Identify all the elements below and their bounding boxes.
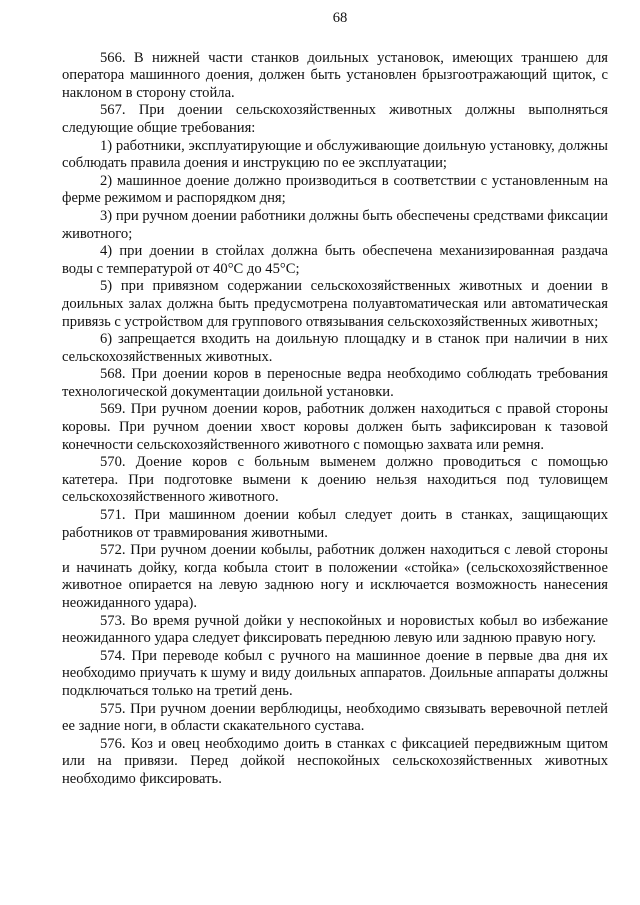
paragraph-567-item-2: 2) машинное доение должно производиться в соответствии с установленным на ферме режимом и распорядком дня;: [62, 172, 608, 207]
paragraph-574: 574. При переводе кобыл с ручного на машинное доение в первые два дня их необходимо приучать к шуму и виду доильных аппаратов. Доильные аппараты должны подключаться только на третий день.: [62, 647, 608, 699]
paragraph-567: 567. При доении сельскохозяйственных животных должны выполняться следующие общие требования:: [62, 102, 608, 136]
paragraph-569: 569. При ручном доении коров, работник должен находиться с правой стороны коровы. При ручном доении хвост коровы должен быть зафиксирован к тазовой конечности сельскохозяйственного животного с помощью захвата или ремня.: [62, 401, 608, 453]
paragraph-566: 566. В нижней части станков доильных установок, имеющих траншею для оператора машинного доения, должен быть установлен брызгоотражающий щиток, с наклоном в сторону стойла.: [62, 49, 608, 101]
paragraph-568: 568. При доении коров в переносные ведра необходимо соблюдать требования технологической документации доильной установки.: [62, 366, 608, 400]
paragraph-567-item-3: 3) при ручном доении работники должны быть обеспечены средствами фиксации животного;: [62, 207, 608, 242]
paragraph-572: 572. При ручном доении кобылы, работник должен находиться с левой стороны и начинать дойку, когда кобыла стоит в положении «стойка» (сельскохозяйственное животное опирается на левую заднюю ногу и исключается возможность нанесения неожиданного удара).: [62, 542, 608, 611]
paragraph-571: 571. При машинном доении кобыл следует доить в станках, защищающих работников от травмирования животными.: [62, 507, 608, 541]
document-body: [62, 50, 608, 789]
paragraph-575: 575. При ручном доении верблюдицы, необходимо связывать веревочной петлей ее задние ноги, в области скакательного сустава.: [62, 700, 608, 735]
paragraph-567-item-6: 6) запрещается входить на доильную площадку и в станок при наличии в них сельскохозяйственных животных.: [62, 331, 608, 365]
page-number: 68: [332, 10, 348, 26]
paragraph-567-item-4: 4) при доении в стойлах должна быть обеспечена механизированная раздача воды с температурой от 40°С до 45°С;: [62, 243, 608, 277]
paragraph-576: 576. Коз и овец необходимо доить в станках с фиксацией передвижным щитом или на привязи. Перед дойкой неспокойных сельскохозяйственных животных необходимо фиксировать.: [62, 735, 608, 787]
paragraph-567-item-1: 1) работники, эксплуатирующие и обслуживающие доильную установку, должны соблюдать правила доения и инструкцию по ее эксплуатации;: [62, 137, 608, 172]
paragraph-567-item-5: 5) при привязном содержании сельскохозяйственных животных и доении в доильных залах должна быть предусмотрена полуавтоматическая или автоматическая привязь с устройством для группового отвязывания сельскохозяйственных животных;: [62, 278, 608, 330]
paragraph-573: 573. Во время ручной дойки у неспокойных и норовистых кобыл во избежание неожиданного удара следует фиксировать переднюю левую или заднюю правую ногу.: [62, 612, 608, 647]
paragraph-570: 570. Доение коров с больным выменем должно проводиться с помощью катетера. При подготовке вымени к доению нельзя находиться под туловищем сельскохозяйственного животного.: [62, 454, 608, 506]
